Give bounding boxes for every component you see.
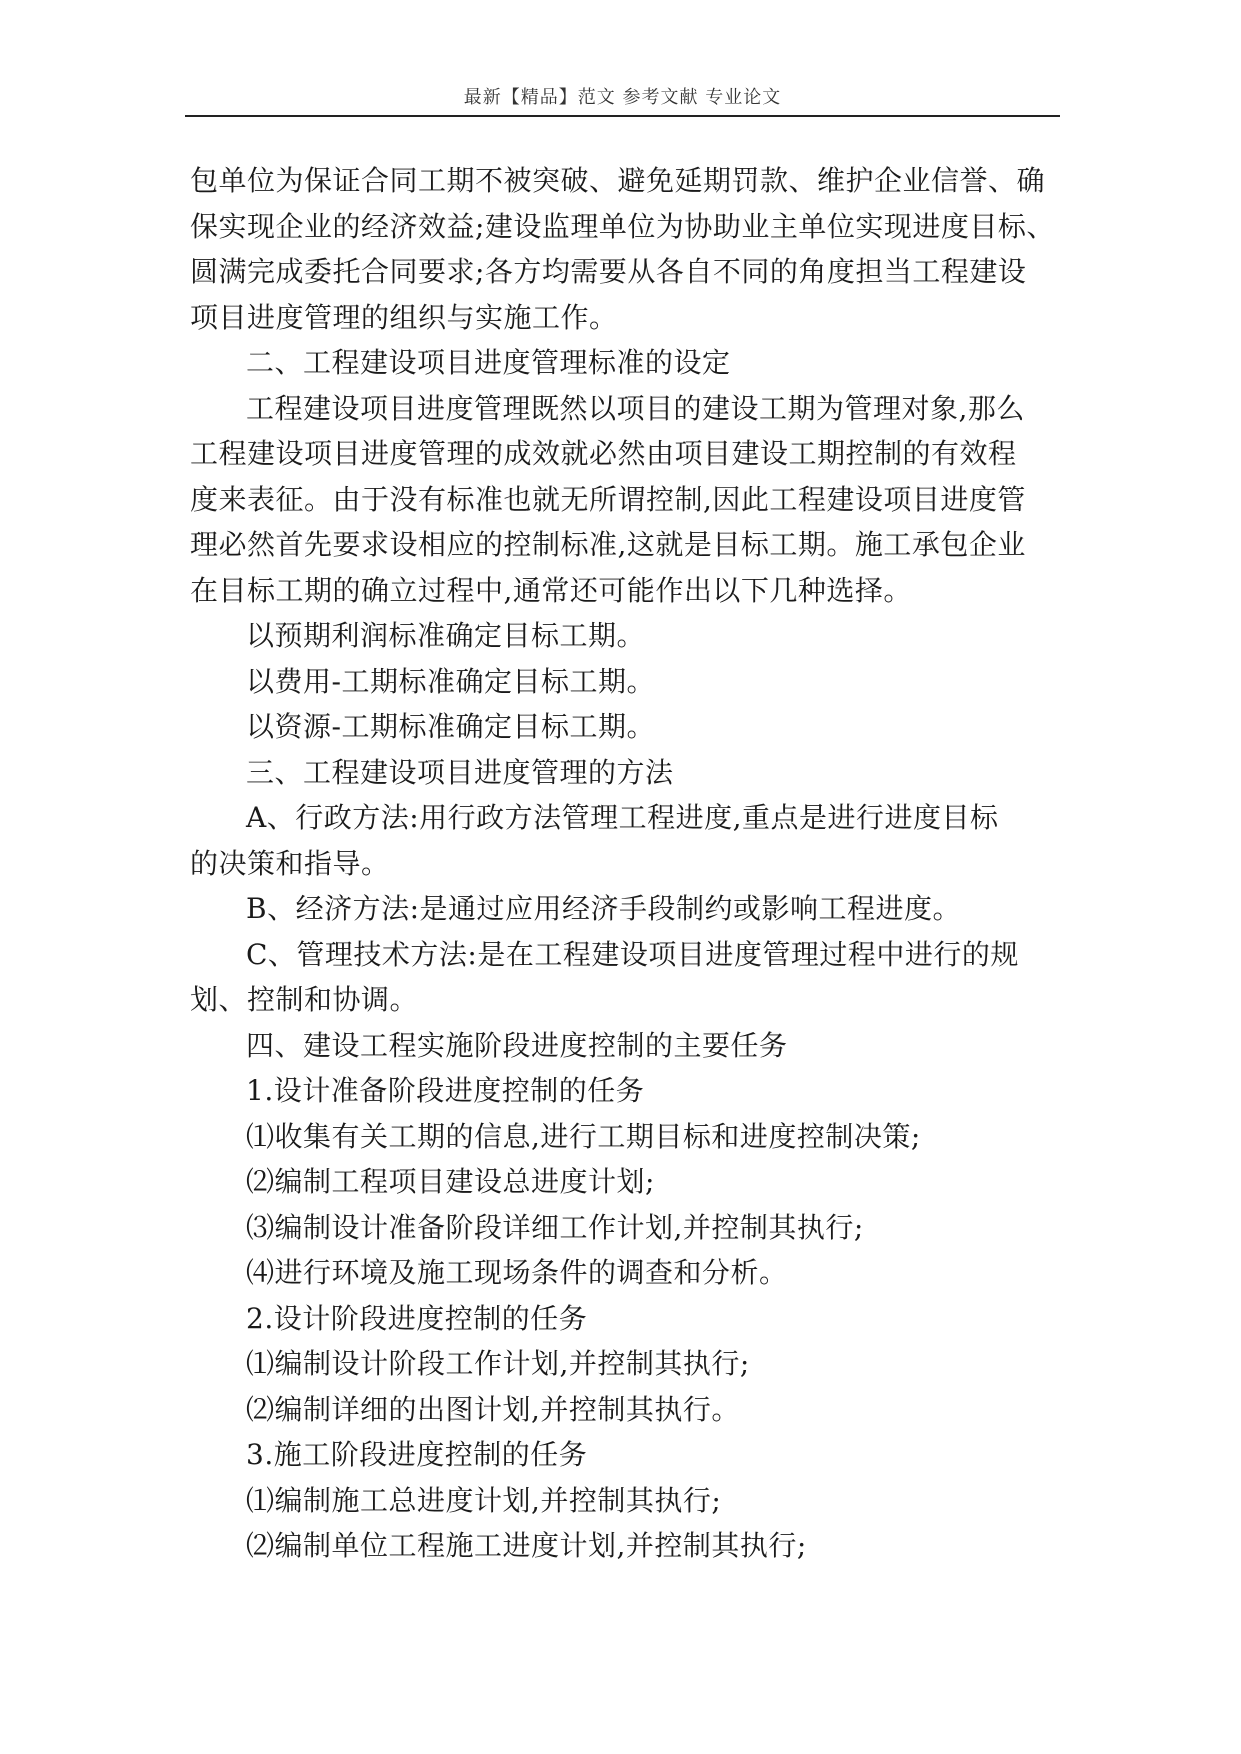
subsection-heading: 1.设计准备阶段进度控制的任务 [246,1074,645,1107]
body-line: 理必然首先要求设相应的控制标准,这就是目标工期。施工承包企业 [190,528,1026,561]
body-line: B、经济方法:是通过应用经济手段制约或影响工程进度。 [246,892,962,925]
body-line: 划、控制和协调。 [190,983,419,1016]
body-line: C、管理技术方法:是在工程建设项目进度管理过程中进行的规 [246,937,1019,971]
body-line: A、行政方法:用行政方法管理工程进度,重点是进行进度目标 [246,801,999,834]
section-heading: 二、工程建设项目进度管理标准的设定 [246,346,731,379]
list-item: ⑴编制施工总进度计划,并控制其执行; [246,1483,722,1517]
body-line: 包单位为保证合同工期不被突破、避免延期罚款、维护企业信誉、确 [190,164,1046,197]
body-line: 工程建设项目进度管理的成效就必然由项目建设工期控制的有效程 [190,437,1017,470]
list-item: ⑶编制设计准备阶段详细工作计划,并控制其执行; [246,1210,864,1244]
list-item: 以资源-工期标准确定目标工期。 [246,710,655,743]
body-line: 工程建设项目进度管理既然以项目的建设工期为管理对象,那么 [246,391,1025,425]
list-item: ⑵编制单位工程施工进度计划,并控制其执行; [246,1529,807,1562]
body-line: 的决策和指导。 [190,846,390,880]
section-heading: 三、工程建设项目进度管理的方法 [246,755,674,789]
body-line: 在目标工期的确立过程中,通常还可能作出以下几种选择。 [190,573,912,607]
list-item: ⑵编制详细的出图计划,并控制其执行。 [246,1392,740,1426]
list-item: ⑴收集有关工期的信息,进行工期目标和进度控制决策; [246,1119,921,1153]
list-item: 以费用-工期标准确定目标工期。 [246,664,655,698]
section-heading: 四、建设工程实施阶段进度控制的主要任务 [246,1028,788,1062]
subsection-heading: 2.设计阶段进度控制的任务 [246,1301,588,1335]
list-item: ⑴编制设计阶段工作计划,并控制其执行; [246,1347,750,1380]
list-item: 以预期利润标准确定目标工期。 [246,619,646,652]
subsection-heading: 3.施工阶段进度控制的任务 [246,1438,588,1471]
body-line: 圆满完成委托合同要求;各方均需要从各自不同的角度担当工程建设 [190,255,1027,288]
document-body [190,158,1080,1569]
page-header: 最新【精品】范文 参考文献 专业论文 [463,87,782,108]
body-line: 度来表征。由于没有标准也就无所谓控制,因此工程建设项目进度管 [190,482,1026,516]
body-line: 项目进度管理的组织与实施工作。 [190,300,618,334]
list-item: ⑷进行环境及施工现场条件的调查和分析。 [246,1256,788,1289]
list-item: ⑵编制工程项目建设总进度计划; [246,1165,655,1198]
header-divider [185,115,1060,117]
body-line: 保实现企业的经济效益;建设监理单位为协助业主单位实现进度目标、 [190,209,1055,243]
